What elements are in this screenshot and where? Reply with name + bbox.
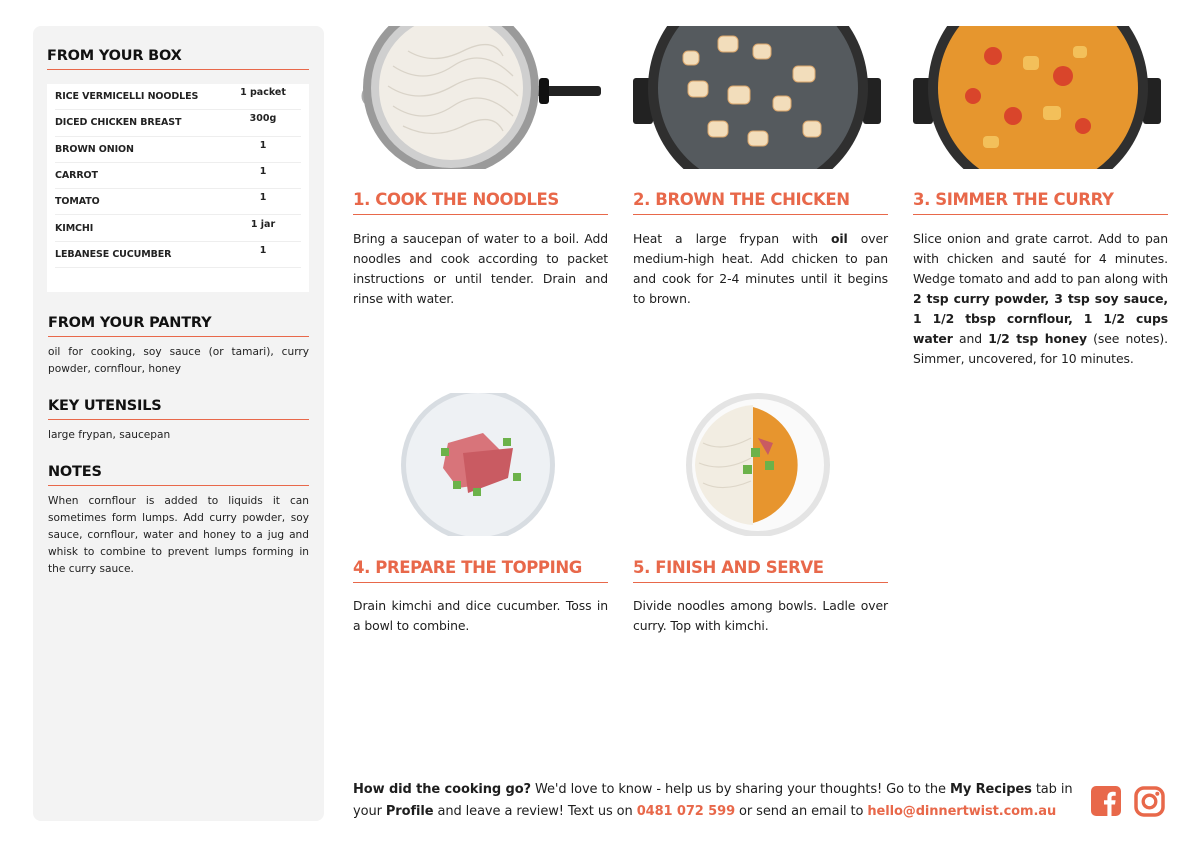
step-3-text-part: Slice onion and grate carrot. Add to pan with chicken and sauté for 4 minutes. Wedge tomato and add to pan along with — [913, 231, 1168, 286]
step-3-text-bold: 1/2 tsp honey — [988, 331, 1087, 346]
step-2-title: 2. BROWN THE CHICKEN — [633, 190, 888, 215]
ingredient-name: CARROT — [55, 170, 98, 182]
step-2-text-bold: oil — [831, 231, 848, 246]
ingredients-sidebar — [33, 26, 324, 821]
from-your-box-title: FROM YOUR BOX — [47, 48, 309, 70]
ingredient-name: TOMATO — [55, 196, 100, 208]
email-link[interactable]: hello@dinnertwist.com.au — [867, 804, 1057, 819]
step-1-text-part: Bring a saucepan of water to a boil. Add noodles and cook according to packet instructions or until tender. Drain and rinse with water. — [353, 231, 608, 306]
instagram-icon[interactable] — [1134, 786, 1165, 821]
step-5-image — [633, 393, 888, 536]
table-row — [55, 163, 301, 189]
ingredient-qty: 1 — [259, 192, 267, 204]
table-row — [55, 215, 301, 241]
my-recipes-label: My Recipes — [949, 782, 1032, 797]
footer-text: and leave a review! Text us on — [433, 804, 637, 819]
table-row — [55, 84, 301, 110]
profile-label: Profile — [385, 804, 434, 819]
feedback-footer — [353, 779, 1078, 823]
ingredient-qty: 1 — [259, 244, 267, 256]
ingredient-name: BROWN ONION — [55, 143, 134, 155]
step-4-text — [353, 596, 608, 636]
box-ingredients-table — [47, 84, 309, 292]
step-3-text-part: (see notes). Simmer, uncovered, for 10 minutes. — [913, 331, 1168, 366]
ingredient-qty: 1 — [259, 166, 267, 178]
key-utensils-section — [48, 398, 309, 444]
pantry-text: oil for cooking, soy sauce (or tamari), curry powder, cornflour, honey — [48, 346, 309, 375]
ingredient-qty: 1 — [259, 139, 267, 151]
step-4-title: 4. PREPARE THE TOPPING — [353, 558, 608, 583]
table-row — [55, 242, 301, 268]
table-row — [55, 189, 301, 215]
ingredient-qty: 1 packet — [240, 87, 286, 99]
table-row — [55, 110, 301, 136]
phone-number[interactable]: 0481 072 599 — [636, 804, 736, 819]
footer-text: or send an email to — [735, 804, 868, 819]
ingredient-name: LEBANESE CUCUMBER — [55, 248, 172, 260]
ingredient-name: RICE VERMICELLI NOODLES — [55, 91, 199, 103]
step-2-image — [633, 26, 888, 169]
feedback-question: How did the cooking go? — [353, 782, 531, 797]
facebook-icon[interactable] — [1091, 786, 1121, 820]
notes-text: When cornflour is added to liquids it can sometimes form lumps. Add curry powder, soy sauce, cornflour, water and honey to a jug and whisk to combine to prevent lumps forming in the curry sauce. — [48, 495, 309, 575]
table-row — [55, 137, 301, 163]
step-3-text — [913, 229, 1168, 369]
step-4-image — [353, 393, 608, 536]
step-1-title: 1. COOK THE NOODLES — [353, 190, 608, 215]
step-4-text-part: Drain kimchi and dice cucumber. Toss in a bowl to combine. — [353, 598, 608, 633]
step-2-text — [633, 229, 888, 309]
step-3-image — [913, 26, 1168, 169]
from-your-box-section — [47, 48, 309, 292]
step-5-title: 5. FINISH AND SERVE — [633, 558, 888, 583]
utensils-text: large frypan, saucepan — [48, 429, 171, 441]
step-3-text-bold: 2 tsp curry powder, 3 tsp soy sauce, 1 1/2 tbsp cornflour, 1 1/2 cups water — [913, 291, 1168, 346]
step-1-text — [353, 229, 608, 309]
step-3-title: 3. SIMMER THE CURRY — [913, 190, 1168, 215]
step-1-image — [353, 26, 608, 169]
step-3-text-part: and — [952, 331, 989, 346]
notes-title: NOTES — [48, 464, 309, 486]
step-2-text-part: over medium-high heat. Add chicken to pan and cook for 2-4 minutes until it begins to brown. — [633, 231, 888, 306]
step-5-text-part: Divide noodles among bowls. Ladle over curry. Top with kimchi. — [633, 598, 888, 633]
from-your-pantry-title: FROM YOUR PANTRY — [48, 315, 309, 337]
key-utensils-title: KEY UTENSILS — [48, 398, 309, 420]
ingredient-name: KIMCHI — [55, 222, 94, 234]
step-2-text-part: Heat a large frypan with — [633, 231, 831, 246]
footer-text: tab in your — [353, 782, 1073, 819]
ingredient-qty: 300g — [249, 113, 277, 125]
footer-text: We'd love to know - help us by sharing your thoughts! Go to the — [531, 782, 950, 797]
ingredient-qty: 1 jar — [250, 218, 276, 230]
from-your-pantry-section — [48, 315, 309, 378]
notes-section — [48, 464, 309, 578]
step-5-text — [633, 596, 888, 636]
ingredient-name: DICED CHICKEN BREAST — [55, 117, 182, 129]
